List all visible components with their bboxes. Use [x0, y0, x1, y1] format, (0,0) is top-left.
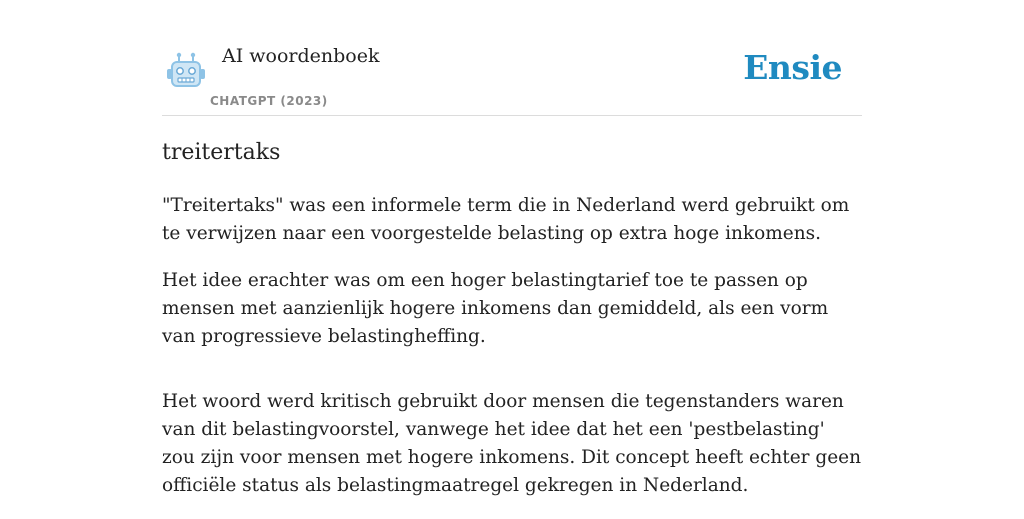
- entry-paragraph: Het woord werd kritisch gebruikt door mensen die tegenstanders waren van dit belastingvoorstel, vanwege het idee dat het een 'pestbelasting' zou zijn voor mensen met hogere inkomens. Dit concept heeft echter geen officiële status als belastingmaatregel gekregen in Nederland.: [162, 391, 862, 496]
- brand-logo[interactable]: Ensie: [743, 48, 842, 87]
- entry-term: treitertaks: [162, 140, 281, 165]
- source-title[interactable]: AI woordenboek: [222, 45, 380, 67]
- robot-icon: [166, 52, 206, 90]
- header: [162, 0, 862, 116]
- entry-paragraph: "Treitertaks" was een informele term die in Nederland werd gebruikt om te verwijzen naar een voorgestelde belasting op extra hoge inkomens.: [162, 195, 850, 244]
- entry-body: [162, 192, 862, 519]
- entry-paragraph: Het idee erachter was om een hoger belastingtarief toe te passen op mensen met aanzienlijk hogere inkomens dan gemiddeld, als een vorm van progressieve belastingheffing.: [162, 270, 829, 347]
- source-subtitle: CHATGPT (2023): [210, 94, 328, 108]
- page: [162, 0, 862, 496]
